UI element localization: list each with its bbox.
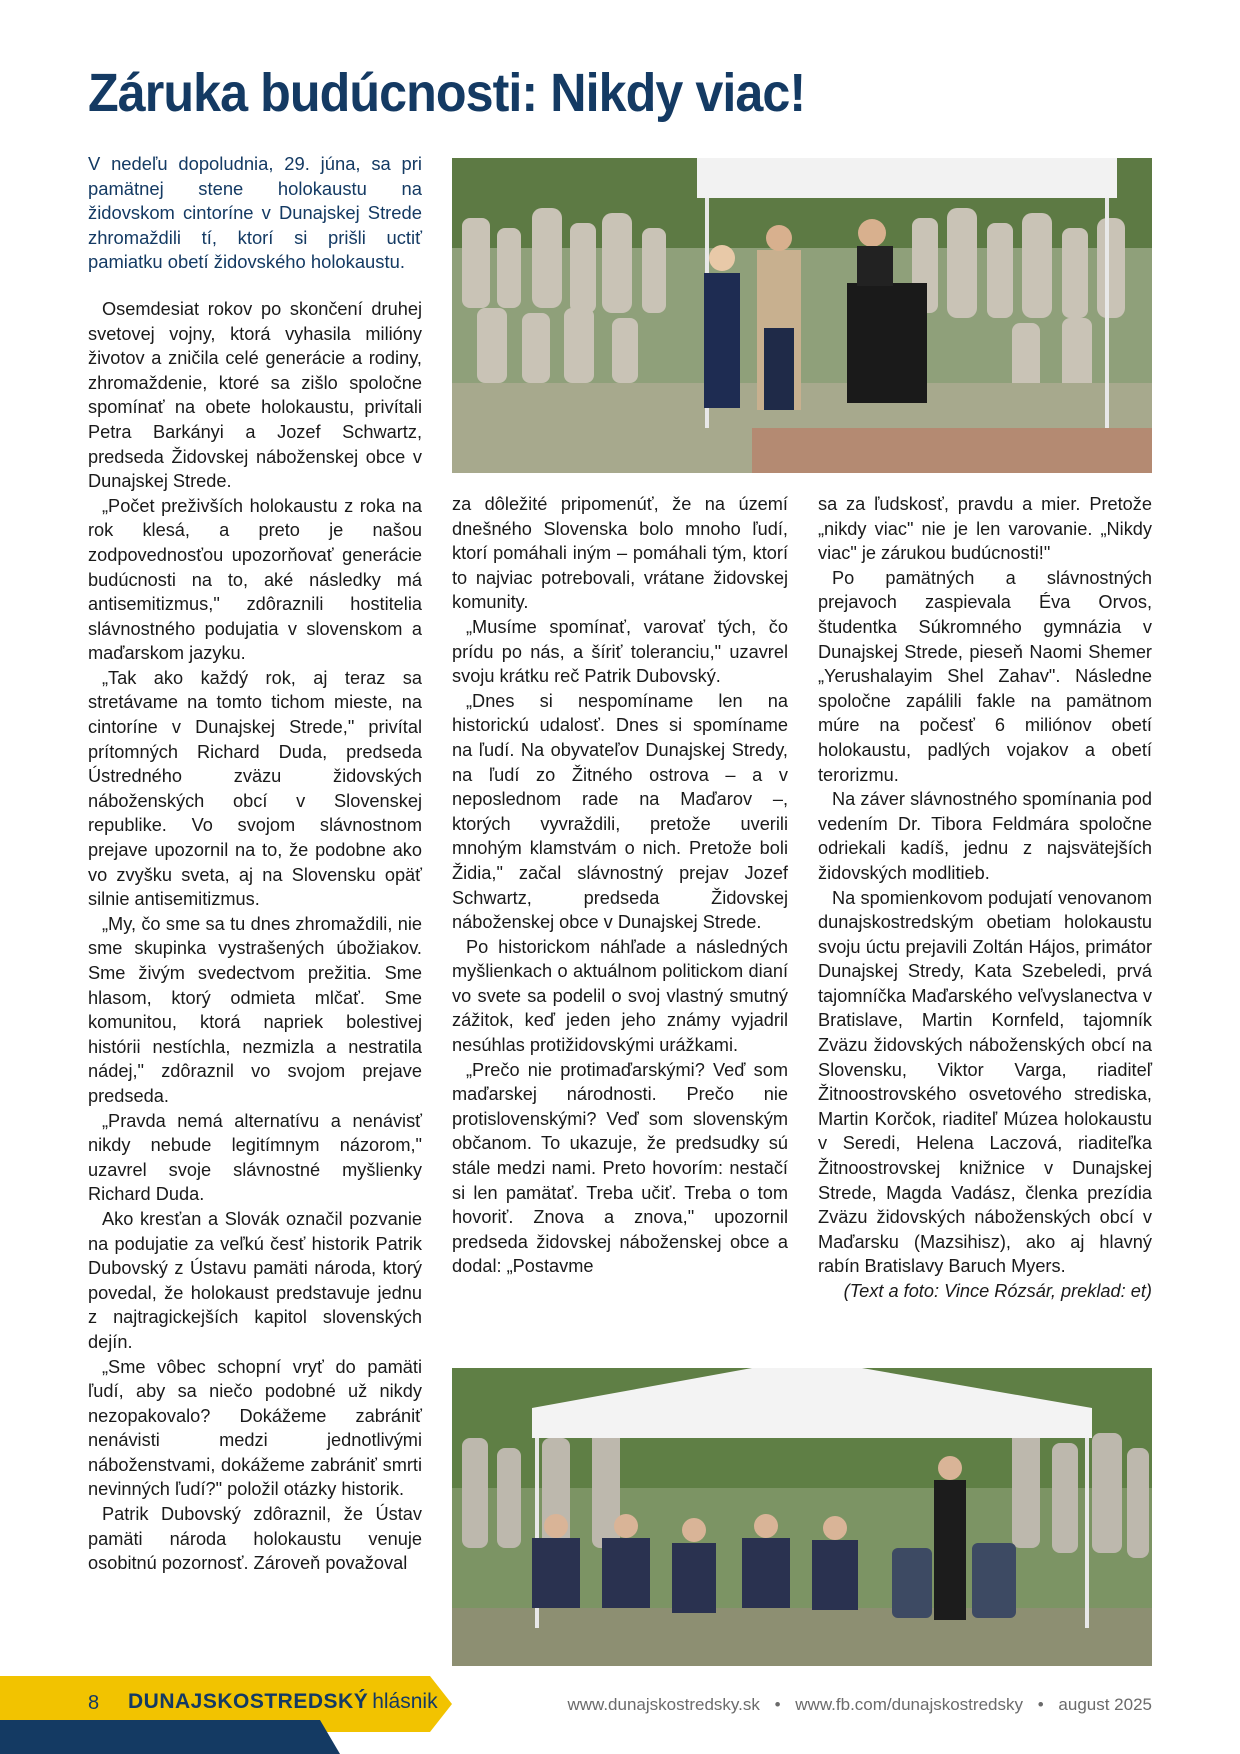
article-lead: V nedeľu dopoludnia, 29. júna, sa pri pamätnej stene holokaustu na židovskom cintoríne v Dunajskej Strede zhromaždili tí, ktorí si prišli uctiť pamiatku obetí židovského holokaustu. <box>88 153 422 273</box>
paragraph: „Prečo nie protimaďarskými? Veď som maďarskej národnosti. Prečo nie protislovenskými? Veď som slovenským občanom. To ukazuje, že predsudky sú stále medzi nami. Preto hovorím: nestačí si len pamätať. Treba učiť. Treba o tom hovoriť. Znova a znova," upozornil predseda židovskej náboženskej obce a dodal: „Postavme <box>452 1059 788 1277</box>
paragraph: „Tak ako každý rok, aj teraz sa stretávame na tomto tichom mieste, na cintoríne v Dunajskej Strede," privítal prítomných Richard Duda, predseda Ústredného zväzu židovských náboženských obcí v Slovenskej republike. Vo svojom slávnostnom prejave upozornil na to, že podobne ako vo zvyšku sveta, aj na Slovensku opäť silnie antisemitizmus. <box>88 667 422 910</box>
separator: • <box>1037 1695 1044 1714</box>
page-number: 8 <box>88 1692 100 1714</box>
paragraph: „Sme vôbec schopní vryť do pamäti ľudí, aby sa niečo podobné už nikdy nezopakovalo? Dokážeme zabrániť nenávisti medzi jednotlivými náboženstvami, dokážeme zabrániť smrti nevinných ľudí?" položil otázky historik. <box>88 1356 422 1500</box>
paragraph: Na záver slávnostného spomínania pod vedením Dr. Tibora Feldmára spoločne odriekali kadíš, jednu z najsvätejších židovských modlitieb. <box>818 789 1152 883</box>
article-column-2 <box>452 492 788 1279</box>
paragraph: Ako kresťan a Slovák označil pozvanie na podujatie za veľkú česť historik Patrik Dubovský z Ústavu pamäti národa, ktorý povedal, že holokaust predstavuje jednu z najtragickejších kapitol slovenských dejín. <box>88 1208 422 1352</box>
facebook-link[interactable]: www.fb.com/dunajskostredsky <box>795 1695 1023 1714</box>
logo-main: DUNAJSKOSTREDSKÝ <box>128 1690 369 1713</box>
paragraph: „Musíme spomínať, varovať tých, čo prídu po nás, a šíriť toleranciu," uzavrel svoju krátku reč Patrik Dubovský. <box>452 616 788 687</box>
publication-logo <box>128 1690 438 1714</box>
article-column-1 <box>88 152 422 1576</box>
paragraph: „Dnes si nespomíname len na historickú udalosť. Dnes si spomíname na ľudí. Na obyvateľov Dunajskej Stredy, na ľudí zo Žitného ostrova – a v neposlednom rade na Maďarov –, ktorých vyvraždili, pretože uverili mnohým klamstvám o nich. Pretože boli Židia," začal slávnostný prejav Jozef Schwartz, predseda Židovskej náboženskej obce v Dunajskej Strede. <box>452 690 788 933</box>
logo-sub: hlásnik <box>372 1690 438 1713</box>
paragraph: Po pamätných a slávnostných prejavoch zaspievala Éva Orvos, študentka Súkromného gymnázia v Dunajskej Strede, pieseň Naomi Shemer „Yerushalayim Shel Zahav". Následne spoločne zapálili fakle na pamätnom múre na počesť 6 miliónov obetí holokaustu, padlých vojakov a obetí terorizmu. <box>818 567 1152 785</box>
page-footer <box>0 1676 1240 1754</box>
photo-credit: (Text a foto: Vince Rózsár, preklad: et) <box>843 1281 1152 1301</box>
footer-links <box>567 1695 1152 1715</box>
paragraph: Patrik Dubovský zdôraznil, že Ústav pamäti národa holokaustu venuje osobitnú pozornosť. Zároveň považoval <box>88 1504 422 1574</box>
photo-speakers-at-memorial <box>452 158 1152 473</box>
paragraph: za dôležité pripomenúť, že na území dnešného Slovenska bolo mnoho ľudí, ktorí pomáhali iným – pomáhali tým, ktorí to najviac potrebovali, vrátane židovskej komunity. <box>452 494 788 613</box>
paragraph: Osemdesiat rokov po skončení druhej svetovej vojny, ktorá vyhasila milióny životov a zničila celé generácie a rodiny, zhromaždenie, ktoré sa zišlo spoločne spomínať na obete holokaustu, privítali Petra Barkányi a Jozef Schwartz, predseda Židovskej náboženskej obce v Dunajskej Strede. <box>88 298 422 492</box>
issue-date: august 2025 <box>1058 1695 1152 1714</box>
paragraph: „Pravda nemá alternatívu a nenávisť nikdy nebude legitímnym názorom," uzavrel svoje slávnostné myšlienky Richard Duda. <box>88 1110 422 1205</box>
photo-audience-under-tent <box>452 1368 1152 1666</box>
paragraph: „Počet preživších holokaustu z roka na rok klesá, a preto je našou zodpovednosťou upozorňovať generácie budúcnosti na to, aké následky má antisemitizmus," zdôraznili hostitelia slávnostného podujatia v slovenskom a maďarskom jazyku. <box>88 495 422 664</box>
paragraph: sa za ľudskosť, pravdu a mier. Pretože „nikdy viac" nie je len varovanie. „Nikdy viac" je zárukou budúcnosti!" <box>818 494 1152 564</box>
website-link[interactable]: www.dunajskostredsky.sk <box>567 1695 760 1714</box>
paragraph: Po historickom náhľade a následných myšlienkach o aktuálnom politickom dianí vo svete sa podelil o svoj vlastný smutný zážitok, keď jeden jeho známy vyjadril nesúhlas protižidovskými urážkami. <box>452 936 788 1056</box>
footer-banner <box>0 1676 1240 1754</box>
paragraph: Na spomienkovom podujatí venovanom dunajskostredským obetiam holokaustu svoju úctu prejavili Zoltán Hájos, primátor Dunajskej Stredy, Kata Szebeledi, prvá tajomníčka Maďarského veľvyslanectva v Bratislave, Martin Kornfeld, tajomník Zväzu židovských náboženských obcí na Slovensku, Viktor Varga, riaditeľ Žitnoostrovského osvetového strediska, Martin Korčok, riaditeľ Múzea holokaustu v Seredi, Helena Laczová, riaditeľka Žitnoostrovskej knižnice v Dunajskej Strede, Magda Vadász, členka prezídia Zväzu židovských náboženských obcí v Maďarsku (Mazsihisz), ako aj hlavný rabín Bratislavy Baruch Myers. <box>818 887 1152 1277</box>
paragraph: „My, čo sme sa tu dnes zhromaždili, nie sme skupinka vystrašených úbožiakov. Sme živým svedectvom prežitia. Sme hlasom, ktorý odmieta mlčať. Sme komunitou, ktorá napriek bolestivej histórii nestíchla, nezmizla a nestratila nádej," zdôraznil vo svojom prejave predseda. <box>88 913 422 1106</box>
article-title: Záruka budúcnosti: Nikdy viac! <box>88 63 806 123</box>
separator: • <box>774 1695 781 1714</box>
article-column-3 <box>818 492 1152 1304</box>
